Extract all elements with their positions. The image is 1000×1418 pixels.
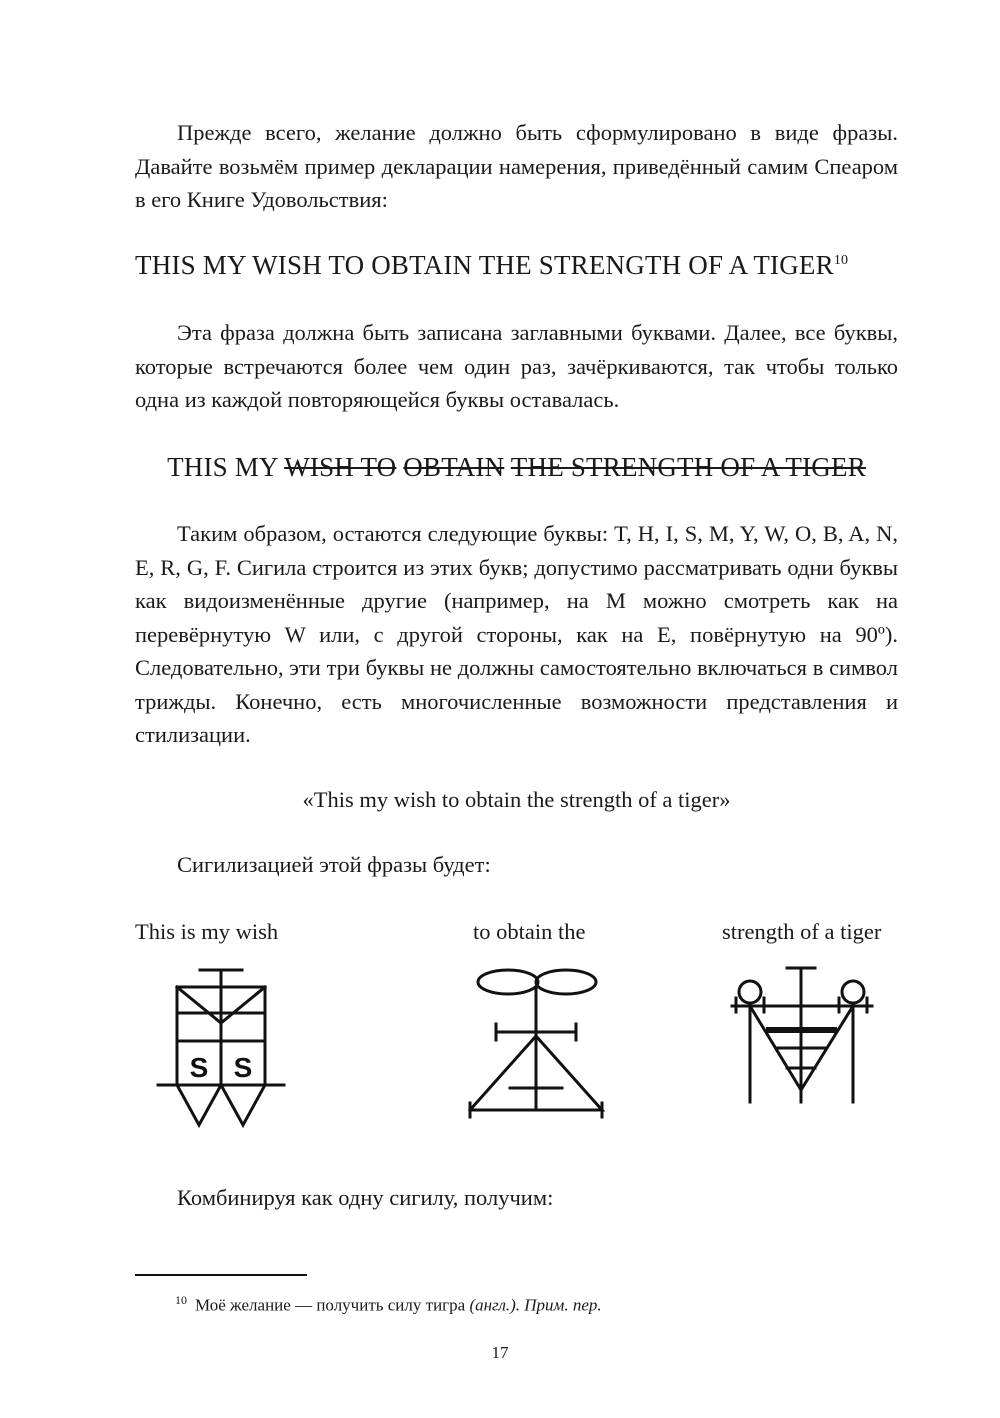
footnote-reference: 10 bbox=[833, 253, 849, 268]
struck-phrase-part1: WISH TO bbox=[284, 452, 397, 482]
paragraph-letters-text: Таким образом, остаются следующие буквы: T, H, I, S, M, Y, W, O, B, A, N, E, R, G, F. Сигила строится из этих букв; допустимо рассматривать одни буквы как видоизменённые другие (например, на М можно смотреть как на перевёрнутую W или, с другой стороны, как на E, повёрнутую на 90º). Следовательно, эти три буквы не должны самостоятельно включаться в символ трижды. Конечно, есть многочисленные возможности представления и стилизации. bbox=[135, 521, 898, 747]
paragraph-letters bbox=[135, 517, 898, 752]
footnote-divider bbox=[135, 1274, 307, 1276]
paragraph-intro-text: Прежде всего, желание должно быть сформулировано в виде фразы. Давайте возьмём пример декларации намерения, приведённый самим Спеаром в его Книге Удовольствия: bbox=[135, 120, 898, 212]
sigil-letter-s-right: S bbox=[233, 1052, 253, 1083]
footnote-text: Моё желание — получить силу тигра bbox=[195, 1295, 470, 1315]
sigil-label-1: This is my wish bbox=[135, 919, 279, 944]
sigil-strength-of-a-tiger bbox=[722, 962, 882, 1112]
struck-phrase-kept: THIS MY bbox=[167, 452, 285, 482]
phrase-caps-text: THIS MY WISH TO OBTAIN THE STRENGTH OF A TIGER bbox=[135, 250, 834, 280]
paragraph-instruction bbox=[135, 316, 898, 417]
footnote-italic: (англ.). Прим. пер. bbox=[469, 1295, 602, 1315]
struck-phrase bbox=[135, 452, 898, 483]
paragraph-intro bbox=[135, 116, 898, 217]
page-number: 17 bbox=[491, 1343, 509, 1362]
struck-phrase-part2: OBTAIN bbox=[403, 452, 505, 482]
sigil-to-obtain-the bbox=[462, 960, 612, 1120]
phrase-caps-heading bbox=[135, 250, 898, 281]
footnote bbox=[175, 1293, 602, 1316]
sigil-label-2: to obtain the bbox=[473, 919, 586, 944]
sigilization-intro: Сигилизацией этой фразы будет: bbox=[177, 852, 491, 877]
paragraph-instruction-text: Эта фраза должна быть записана заглавными буквами. Далее, все буквы, которые встречаются более чем один раз, зачёркиваются, так чтобы только одна из каждой повторяющейся буквы оставалась. bbox=[135, 320, 898, 412]
sigil-this-is-my-wish bbox=[150, 965, 290, 1135]
struck-phrase-part3: THE STRENGTH OF A TIGER bbox=[510, 452, 866, 482]
sigil-label-3: strength of a tiger bbox=[722, 919, 882, 944]
footnote-number: 10 bbox=[175, 1293, 187, 1307]
quote-phrase: «This my wish to obtain the strength of a tiger» bbox=[302, 787, 731, 812]
combine-text: Комбинируя как одну сигилу, получим: bbox=[177, 1185, 554, 1210]
sigil-letter-s-left: S bbox=[189, 1052, 209, 1083]
